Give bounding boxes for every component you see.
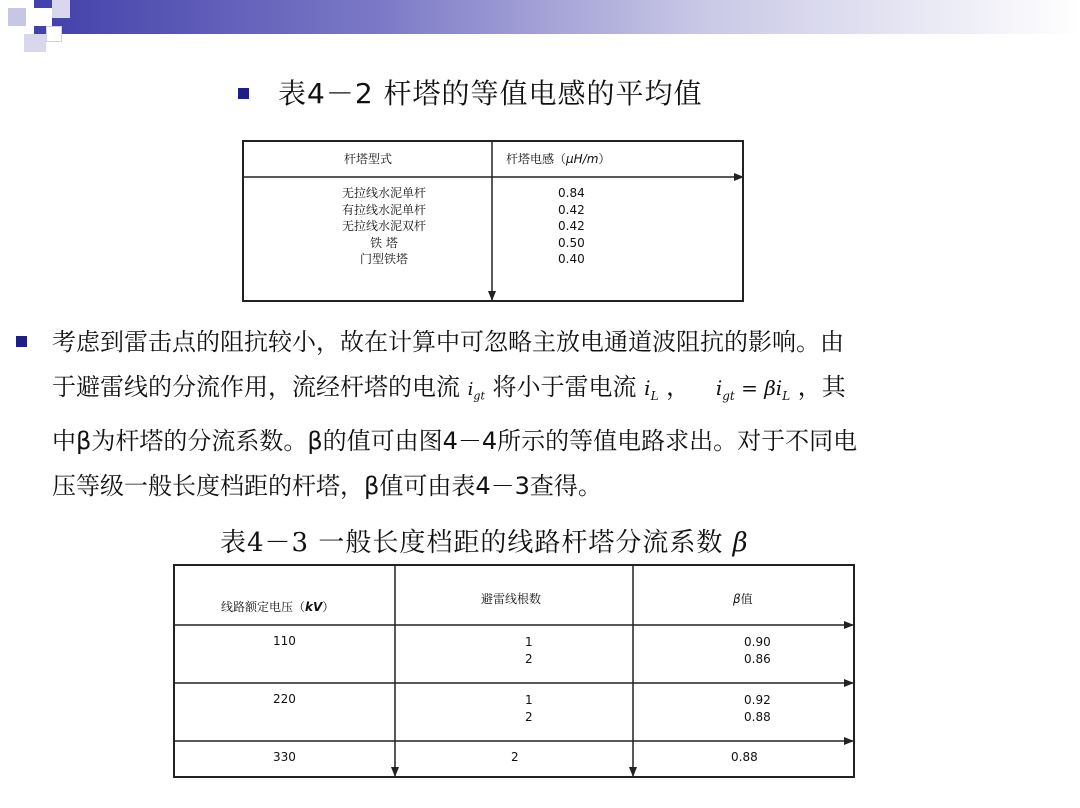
table-4-2-header-type: 杆塔型式 xyxy=(344,152,393,166)
table-row-voltage: 220 xyxy=(273,692,296,706)
table-row-wires: 1 2 xyxy=(525,635,533,666)
table-row-beta: 0.92 0.88 xyxy=(744,693,771,724)
list-item: 0.84 xyxy=(558,186,585,200)
table-row-voltage: 110 xyxy=(273,634,296,648)
list-item: 铁 塔 xyxy=(370,235,398,250)
paragraph-line-4: 压等级一般长度档距的杆塔，β值可由表4－3查得。 xyxy=(52,472,602,500)
table-4-3-header-wires: 避雷线根数 xyxy=(481,592,542,606)
list-item: 0.50 xyxy=(558,235,585,250)
list-item: 0.40 xyxy=(558,252,585,266)
table-row-wires: 1 2 xyxy=(525,693,533,724)
table-4-3-header-beta: β值 xyxy=(733,592,753,606)
table-row-voltage: 330 xyxy=(273,750,296,764)
paragraph-line-1: 考虑到雷击点的阻抗较小，故在计算中可忽略主放电通道波阻抗的影响。由 xyxy=(52,328,844,356)
i-gt-symbol: $i_{gt}$ xyxy=(467,379,485,403)
paragraph-line-2: 于避雷线的分流作用，流经杆塔的电流 $i_{gt}$ 将小于雷电流 $i_L$ ， $i_{gt} = \beta i_L$ ，其 xyxy=(52,373,846,403)
list-item: 无拉线水泥双杆 xyxy=(341,219,426,233)
table-4-3-caption: 表4－3 一般长度档距的线路杆塔分流系数 β xyxy=(220,528,749,558)
paragraph-line-3: 中β为杆塔的分流系数。β的值可由图4－4所示的等值电路求出。对于不同电 xyxy=(52,427,858,455)
list-item: 无拉线水泥单杆 xyxy=(341,186,426,200)
table-4-3-header-voltage: 线路额定电压（kV） xyxy=(221,600,335,614)
i-l-symbol: $i_L$ xyxy=(644,376,659,403)
list-item: 0.42 xyxy=(558,219,585,233)
list-item: 有拉线水泥单杆 xyxy=(341,202,426,217)
list-item: 0.42 xyxy=(558,202,585,217)
table-4-2-caption: 表4－2 杆塔的等值电感的平均值 xyxy=(278,77,703,110)
table-row-beta: 0.88 xyxy=(731,750,758,764)
table-4-2-header-inductance: 杆塔电感（μH/m） xyxy=(506,152,611,166)
beta-formula: $i_{gt} = \beta i_L$ xyxy=(715,376,791,403)
table-row-beta: 0.90 0.86 xyxy=(744,635,771,666)
list-item: 门型铁塔 xyxy=(359,252,408,266)
table-row-wires: 2 xyxy=(511,750,519,764)
